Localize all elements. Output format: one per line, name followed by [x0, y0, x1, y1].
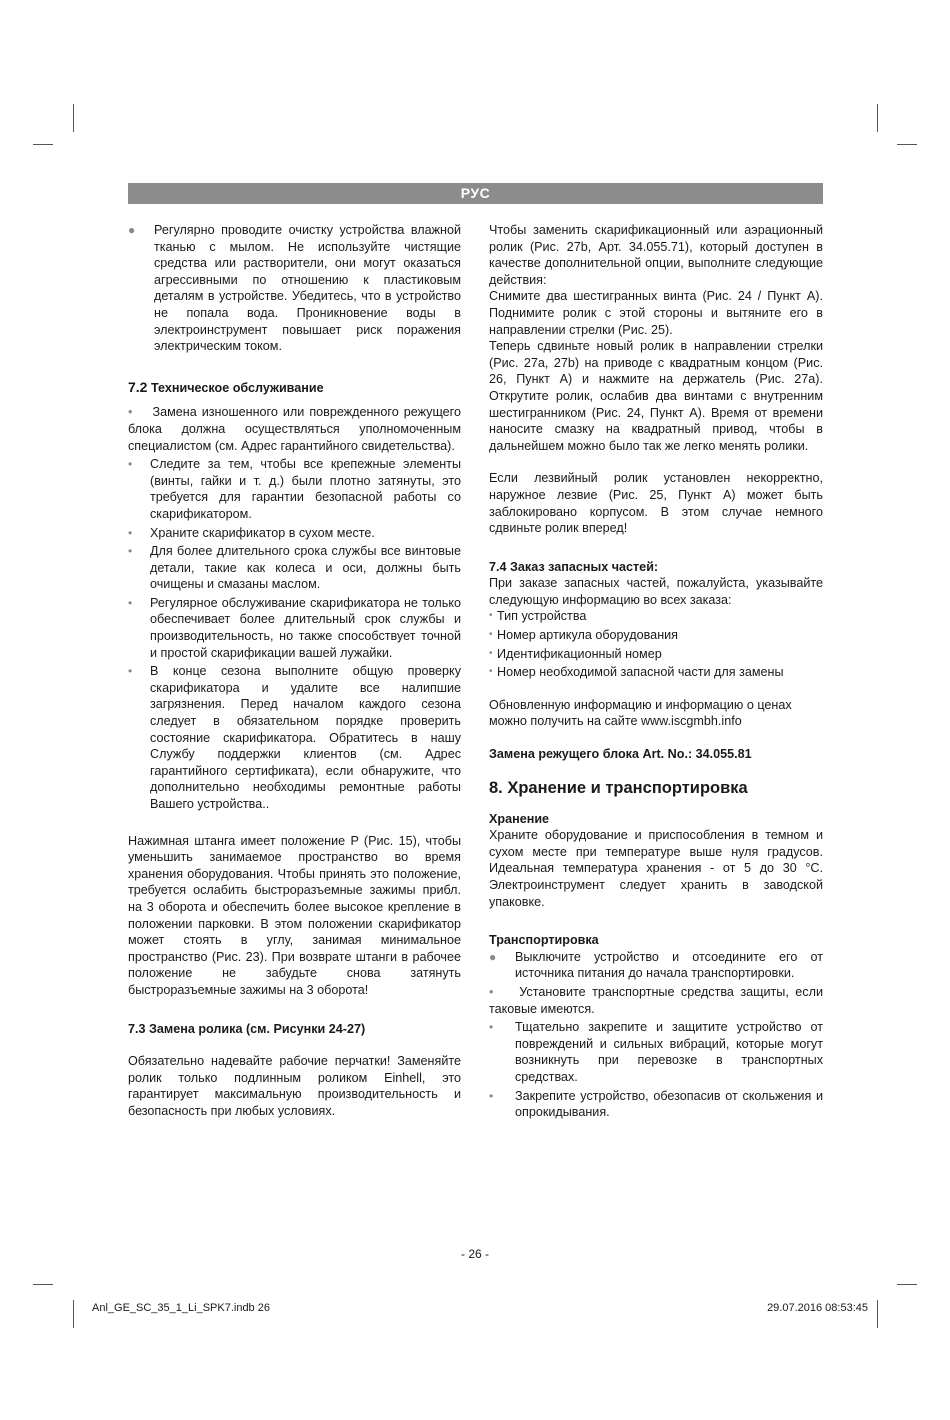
info-paragraph: Обновленную информацию и информацию о ценах можно получить на сайте www.iscgmbh.info — [489, 697, 792, 729]
list-item — [489, 984, 823, 1017]
transport-heading: Транспортировка — [489, 933, 599, 948]
list-item: • Номер артикула оборудования — [489, 628, 678, 643]
bullet-icon: • — [489, 984, 494, 999]
bullet-icon: • — [489, 629, 493, 641]
language-header: РУС — [128, 183, 823, 204]
spare-parts-intro: При заказе запасных частей, пожалуйста, указывайте следующую информацию во всех заказа: — [489, 576, 823, 607]
bullet-icon: ● — [489, 949, 497, 964]
bullet-text: Закрепите устройство, обезопасив от скольжения и опрокидывания. — [515, 1088, 823, 1120]
bullet-icon: • — [489, 1088, 494, 1103]
bullet-icon: • — [128, 544, 133, 559]
roller-paragraph-2: Снимите два шестигранных винта (Рис. 24 / Пункт A). Поднимите ролик с этой стороны и вытяните его в направлении стрелки (Рис. 25). — [489, 289, 823, 337]
right-column — [489, 222, 823, 1123]
bullet-icon: • — [128, 405, 133, 420]
footer-filename: Anl_GE_SC_35_1_Li_SPK7.indb 26 — [92, 1302, 270, 1314]
bullet-text: Для более длительного срока службы все винтовые детали, такие как колеса и оси, должны быть очищены и смазаны маслом. — [150, 544, 461, 592]
list-item: • Номер необходимой запасной части для замены — [489, 665, 784, 680]
crop-mark — [877, 1300, 878, 1328]
list-item — [128, 404, 461, 454]
crop-mark — [33, 144, 53, 145]
crop-mark — [33, 1284, 53, 1285]
bullet-icon: • — [489, 647, 493, 659]
section-number: 7.2 — [128, 378, 148, 395]
page-number: - 26 - — [460, 1247, 489, 1261]
bullet-icon: • — [489, 610, 493, 622]
bullet-text: Регулярно проводите очистку устройства влажной тканью с мылом. Не используйте чистящие средства или растворители, они могут оказаться агрессивными по отношению к пластиковым деталям в устройстве. Убедитесь, что в устройство не попала вода. Проникновение воды в электроинструмент повышает риск поражения электрическим током. — [154, 223, 461, 354]
bullet-icon: ● — [128, 223, 136, 237]
section-heading — [128, 379, 461, 397]
list-item: • Тип устройства — [489, 609, 587, 624]
section-heading-8: 8. Хранение и транспортировка — [489, 778, 748, 797]
bullet-text: Храните скарификатор в сухом месте. — [150, 525, 375, 540]
bullet-icon: • — [128, 664, 133, 679]
spare-parts-list — [489, 608, 823, 680]
bullet-text: Замена изношенного или поврежденного режущего блока должна осуществляться уполномоченным специалистом (см. Адрес гарантийного свидетельства). — [128, 405, 461, 453]
bullet-text: Следите за тем, чтобы все крепежные элементы (винты, гайки и т. д.) были плотно затянуты, это требуется для гарантии безопасной работы со скарификатором. — [150, 457, 461, 521]
crop-mark — [73, 1300, 74, 1328]
section-title: Техническое обслуживание — [150, 380, 324, 395]
bullet-text: Регулярное обслуживание скарификатора не только обеспечивает более длительный срок службы и производительность, но также способствует точной и простой скарификации вашей лужайки. — [150, 595, 461, 660]
storage-paragraph: Храните оборудование и приспособления в темном и сухом месте при температуре выше нуля градусов. Идеальная температура хранения - от 5 до 30 °C. Электроинструмент следует хранить в заводской упаковке. — [489, 828, 823, 909]
bullet-text: В конце сезона выполните общую проверку скарификатора и удалите все налипшие загрязнения. Перед началом каждого сезона следует в обязательном порядке проверить состояние скарификатора. Обратитесь в нашу Службу поддержки клиентов (см. Адрес гарантийного сертификата), если обнаружите, что дополнительно необходимы ремонтные работы Вашего устройства.. — [150, 664, 461, 811]
crop-mark — [73, 104, 74, 132]
roller-intro-paragraph: Обязательно надевайте рабочие перчатки! Заменяйте ролик только подлинным роликом Einhell, это гарантирует максимальную производительность и безопасность при любых условиях. — [128, 1054, 461, 1118]
list-item — [128, 543, 461, 593]
bullet-icon: • — [128, 525, 133, 540]
list-item — [128, 222, 461, 355]
bullet-text: Тщательно закрепите и защитите устройство от повреждений и сильных вибраций, которые могут возникнуть при перевозке в транспортных средствах. — [515, 1020, 823, 1084]
list-item — [489, 1088, 823, 1121]
list-item — [489, 949, 823, 982]
crop-mark — [897, 144, 917, 145]
bullet-icon: • — [489, 1020, 494, 1035]
crop-mark — [897, 1284, 917, 1285]
list-item — [128, 525, 461, 542]
section-heading-7-4: 7.4 Заказ запасных частей: — [489, 559, 659, 574]
list-item — [128, 456, 461, 522]
bullet-icon: • — [128, 457, 133, 472]
crop-mark — [877, 104, 878, 132]
cutter-block-heading: Замена режущего блока Art. No.: 34.055.81 — [489, 747, 752, 762]
roller-paragraph-1: Чтобы заменить скарификационный или аэрационный ролик (Рис. 27b, Арт. 34.055.71), который доступен в качестве дополнительной опции, выполните следующие действия: — [489, 223, 823, 287]
list-item: • Идентификационный номер — [489, 646, 662, 661]
footer-datetime: 29.07.2016 08:53:45 — [767, 1302, 868, 1314]
list-item — [128, 663, 461, 812]
bullet-text: Установите транспортные средства защиты, если таковые имеются. — [489, 984, 823, 1016]
list-item — [128, 595, 461, 661]
push-bar-paragraph: Нажимная штанга имеет положение P (Рис. 15), чтобы уменьшить занимаемое пространство во время хранения оборудования. Чтобы принять это положение, требуется ослабить быстроразъемные зажимы прибл. на 3 оборота и обеспечить более высокое крепление в положении парковки. В этом положении скарификатор может стоять в углу, занимая минимальное пространство (Рис. 23). При возврате штанги в рабочее положение не забудьте снова затянуть быстроразъемные зажимы на 3 оборота! — [128, 833, 461, 997]
list-item — [489, 1019, 823, 1085]
storage-heading: Хранение — [489, 811, 550, 826]
left-column — [128, 222, 461, 1120]
roller-paragraph-3: Теперь сдвиньте новый ролик в направлении стрелки (Рис. 27a, 27b) на приводе с квадратным концом (Рис. 26, Пункт A) и нажмите на держатель (Рис. 27a). Открутите ролик, ослабив два винтами с внутренним шестигранником (Рис. 24, Пункт A). Время от времени наносите смазку на квадратный привод, чтобы в дальнейшем можно было так же легко менять ролики. — [489, 339, 823, 453]
blade-note-paragraph: Если лезвийный ролик установлен некорректно, наружное лезвие (Рис. 25, Пункт A) может быть заблокировано корпусом. В этом случае немного сдвиньте ролик вперед! — [489, 471, 823, 536]
bullet-icon: • — [128, 595, 133, 610]
bullet-icon: • — [489, 666, 493, 678]
bullet-text: Выключите устройство и отсоедините его от источника питания до начала транспортировки. — [515, 949, 823, 981]
section-heading-7-3: 7.3 Замена ролика (см. Рисунки 24-27) — [128, 1021, 366, 1036]
